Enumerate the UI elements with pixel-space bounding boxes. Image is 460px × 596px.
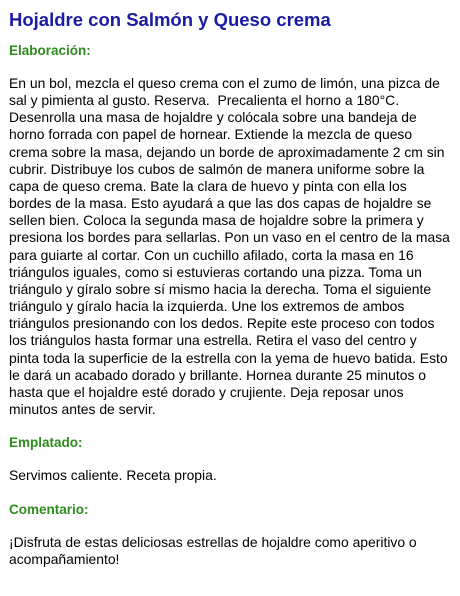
preparation-section (9, 42, 454, 418)
preparation-heading: Elaboración: (9, 43, 91, 58)
recipe-title: Hojaldre con Salmón y Queso crema (9, 9, 331, 30)
comment-heading: Comentario: (9, 502, 89, 518)
comment-section (9, 501, 450, 568)
comment-text: ¡Disfruta de estas deliciosas estrellas de hojaldre como aperitivo o acompañamiento! (9, 534, 421, 568)
plating-section (9, 434, 450, 484)
preparation-text: En un bol, mezcla el queso crema con el zumo de limón, una pizca de sal y pimienta al gusto. Reserva. Precalienta el horno a 180°C. Desenrolla una masa de hojaldre y colócala sobre una bandeja de horno forrada con papel de hornear. Extiende la mezcla de queso crema sobre la masa, dejando un borde de aproximadamente 2 cm sin cubrir. Distribuye los cubos de salmón de manera uniforme sobre la capa de queso crema. Bate la clara de huevo y pinta con ella los bordes de la masa. Esto ayudará a que las dos capas de hojaldre se sellen bien. Coloca la segunda masa de hojaldre sobre la primera y presiona los bordes para sellarlas. Pon un vaso en el centro de la masa para guiarte al cortar. Con un cuchillo afilado, corta la masa en 16 triángulos iguales, como si estuvieras cortando una pizza. Toma un triángulo y gíralo sobre sí mismo hacia la derecha. Toma el siguiente triángulo y gíralo hacia la izquierda. Une los extremos de ambos triángulos presionando con los dedos. Repite este proceso con todos los triángulos hasta formar una estrella. Retira el vaso del centro y pinta toda la superficie de la estrella con la yema de huevo batida. Esto le dará un acabado dorado y brillante. Hornea durante 25 minutos o hasta que el hojaldre esté dorado y crujiente. Deja reposar unos minutos antes de servir. (9, 75, 454, 417)
plating-text: Servimos caliente. Receta propia. (9, 467, 217, 484)
plating-heading: Emplatado: (9, 435, 83, 451)
